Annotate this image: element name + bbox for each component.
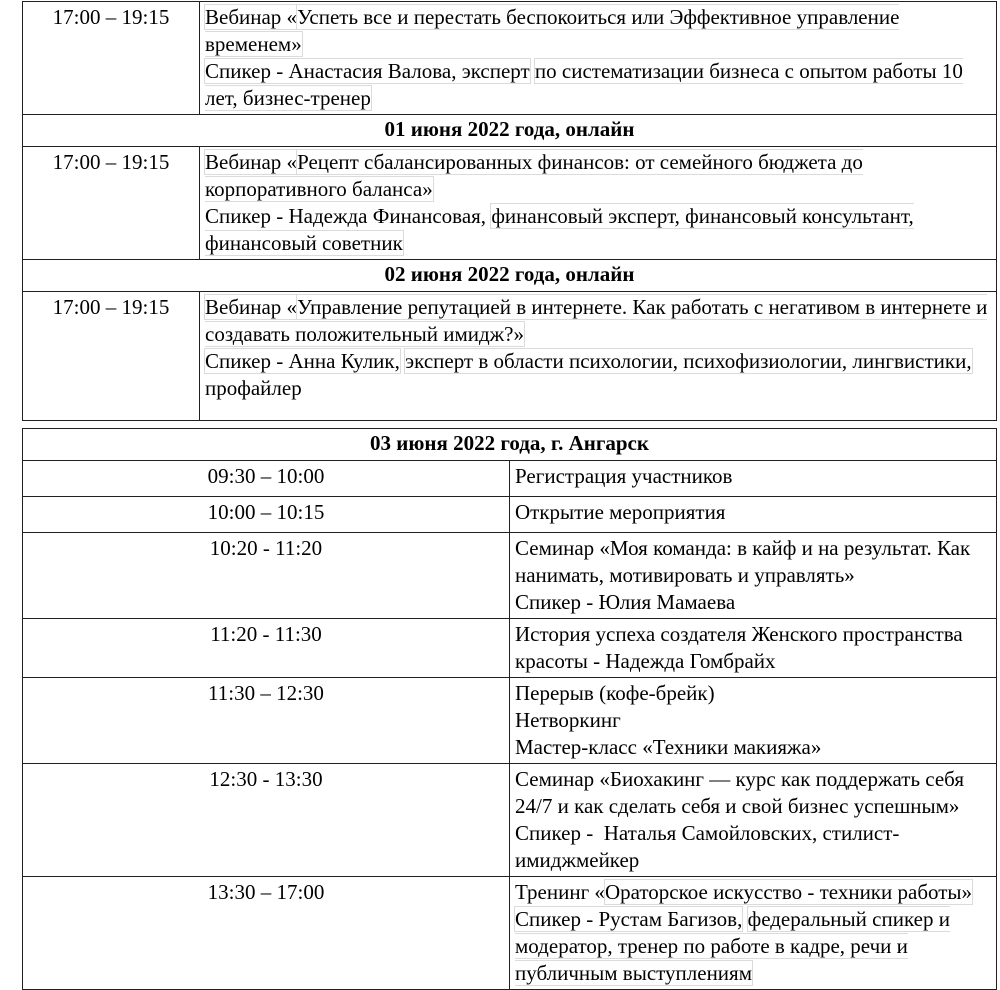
event-description-cell	[200, 292, 997, 421]
event-description-cell	[200, 147, 997, 260]
time-range: 09:30 – 10:00	[23, 461, 510, 497]
content-line	[515, 766, 992, 820]
event-row	[23, 461, 997, 497]
time-range: 11:30 – 12:30	[23, 678, 510, 764]
event-description-cell	[510, 533, 997, 619]
time-range: 17:00 – 19:15	[23, 147, 200, 260]
highlighted-text: Спикер - Рустам Багизов,	[515, 907, 743, 931]
highlighted-text: по систематизации бизнеса с опытом работы 10 лет, бизнес-тренер	[205, 59, 963, 110]
text: профайлер	[205, 376, 302, 400]
content-line	[205, 294, 992, 348]
date-header-row	[23, 260, 997, 292]
text: Семинар «Биохакинг — курс как поддержать себя 24/7 и как сделать себя и свой бизнес успешным»	[515, 767, 964, 818]
time-range: 10:20 - 11:20	[23, 533, 510, 619]
content-line	[205, 203, 992, 257]
time-range: 13:30 – 17:00	[23, 877, 510, 990]
event-description-cell	[510, 877, 997, 990]
highlighted-text: Рецепт сбалансированных финансов: от семейного бюджета до корпоративного баланса»	[205, 150, 863, 201]
blank-line	[205, 402, 992, 418]
highlighted-text: Вебинар «	[205, 295, 298, 319]
time-range: 17:00 – 19:15	[23, 2, 200, 115]
text: Открытие мероприятия	[515, 500, 726, 524]
text	[742, 907, 747, 931]
highlighted-text: Ораторское искусство - техники работы»	[604, 880, 973, 904]
event-description-cell	[510, 764, 997, 877]
content-line	[205, 58, 992, 112]
highlighted-text: Успеть все и перестать беспокоиться или Эффективное управление временем»	[205, 5, 900, 56]
text: Нетворкинг	[515, 708, 621, 732]
event-row	[23, 533, 997, 619]
event-row	[23, 2, 997, 115]
event-description-cell	[510, 678, 997, 764]
highlighted-text: федеральный спикер и модератор, тренер по работе в кадре, речи и публичным выступлениям	[515, 907, 950, 985]
content-line	[515, 680, 992, 707]
text: Спикер - Надежда Финансовая,	[205, 204, 487, 228]
text: Регистрация участников	[515, 464, 733, 488]
highlighted-text: Спикер - Анастасия Валова, эксперт	[205, 59, 530, 83]
date-header-label: 03 июня 2022 года, г. Ангарск	[23, 429, 997, 461]
content-line	[205, 348, 992, 402]
highlighted-text: Вебинар «	[205, 150, 298, 174]
text: Семинар «Моя команда: в кайф и на результат. Как нанимать, мотивировать и управлять»	[515, 536, 971, 587]
event-row	[23, 147, 997, 260]
event-row	[23, 877, 997, 990]
time-range: 12:30 - 13:30	[23, 764, 510, 877]
event-description-cell	[200, 2, 997, 115]
schedule-table	[22, 1, 997, 421]
event-row	[23, 292, 997, 421]
text: Спикер - Наталья Самойловских, стилист-имиджмейкер	[515, 821, 900, 872]
highlighted-text: финансовый эксперт, финансовый консультант, финансовый советник	[205, 204, 914, 255]
event-description-cell	[510, 497, 997, 533]
text: Тренинг «	[515, 880, 605, 904]
content-line	[515, 820, 992, 874]
text: Перерыв (кофе-брейк)	[515, 681, 715, 705]
text: История успеха создателя Женского пространства красоты - Надежда Гомбрайх	[515, 622, 963, 673]
time-range: 11:20 - 11:30	[23, 619, 510, 678]
event-row	[23, 497, 997, 533]
date-header-row	[23, 115, 997, 147]
highlighted-text: Вебинар «	[205, 5, 298, 29]
date-header-label: 02 июня 2022 года, онлайн	[23, 260, 997, 292]
event-description-cell	[510, 461, 997, 497]
content-line	[205, 4, 992, 58]
highlighted-text: эксперт в области психологии, психофизиологии, лингвистики,	[405, 349, 972, 373]
content-line	[205, 149, 992, 203]
event-row	[23, 678, 997, 764]
content-line	[515, 906, 992, 987]
content-line	[515, 734, 992, 761]
text: Спикер - Юлия Мамаева	[515, 590, 736, 614]
content-line	[515, 499, 992, 526]
highlighted-text: Спикер - Анна Кулик,	[205, 349, 400, 373]
event-row	[23, 619, 997, 678]
content-line	[515, 535, 992, 589]
date-header-row	[23, 429, 997, 461]
content-line	[515, 621, 992, 675]
time-range: 17:00 – 19:15	[23, 292, 200, 421]
time-range: 10:00 – 10:15	[23, 497, 510, 533]
date-header-label: 01 июня 2022 года, онлайн	[23, 115, 997, 147]
schedule-table	[22, 428, 997, 990]
event-description-cell	[510, 619, 997, 678]
event-row	[23, 764, 997, 877]
content-line	[515, 589, 992, 616]
text: Мастер-класс «Техники макияжа»	[515, 735, 822, 759]
content-line	[515, 707, 992, 734]
highlighted-text: Управление репутацией в интернете. Как работать с негативом в интернете и создавать положительный имидж?»	[205, 295, 988, 346]
content-line	[515, 879, 992, 906]
content-line	[515, 463, 992, 490]
